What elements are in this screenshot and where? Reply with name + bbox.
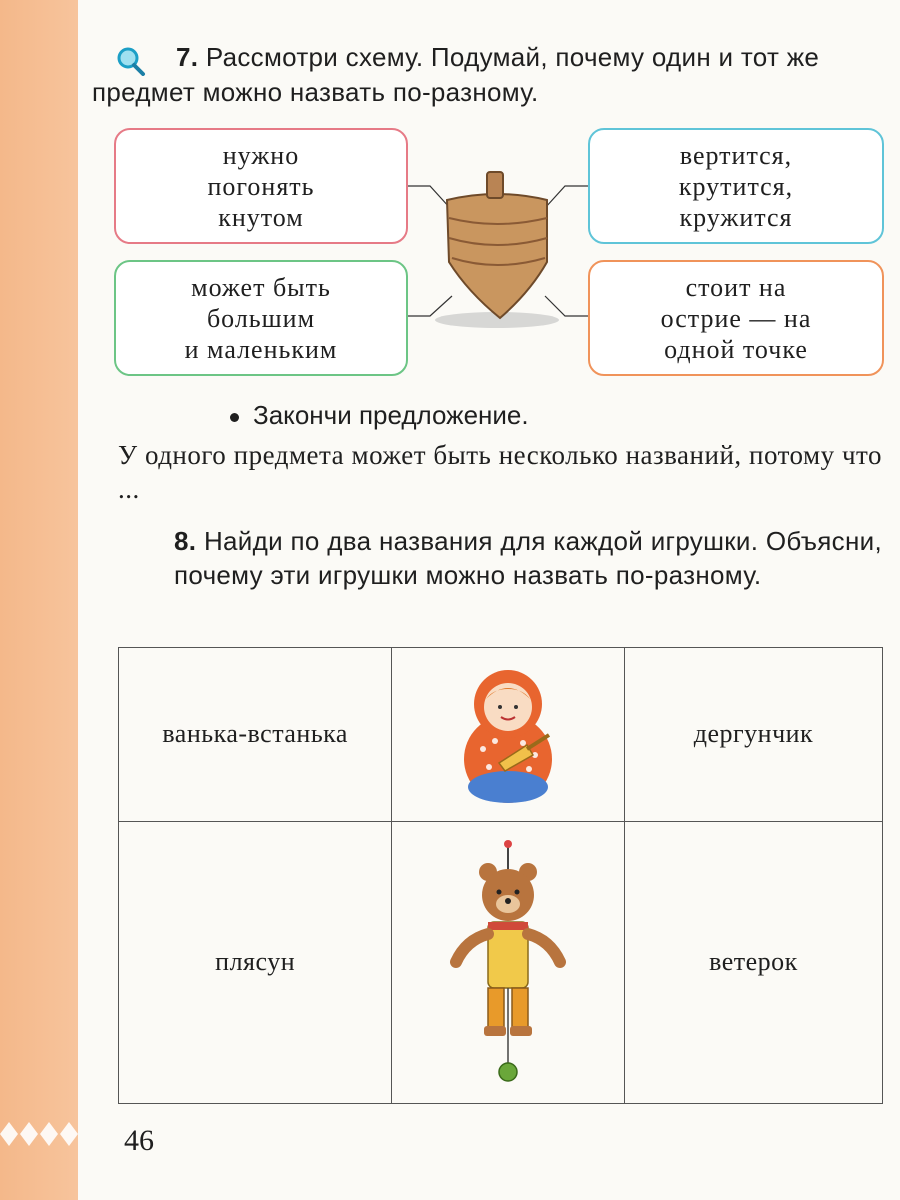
task-text: Найди по два названия для каждой игрушки. Объясни, почему эти игрушки можно назвать по-разному. bbox=[174, 526, 882, 590]
diamond-pattern-icon bbox=[0, 1116, 78, 1152]
spinning-top-icon bbox=[435, 172, 559, 328]
table-row bbox=[119, 821, 883, 1103]
task-8-heading bbox=[174, 524, 882, 592]
toy-name-cell: плясун bbox=[119, 821, 392, 1103]
task-number: 7. bbox=[176, 42, 199, 72]
toy-image-cell bbox=[392, 821, 625, 1103]
table-row bbox=[119, 648, 883, 822]
bullet-icon bbox=[230, 413, 239, 422]
scheme-box-size: может быть большим и маленьким bbox=[114, 260, 408, 376]
toy-image-cell bbox=[392, 648, 625, 822]
task-number: 8. bbox=[174, 526, 197, 556]
task-text: Рассмотри схему. Подумай, почему один и тот же предмет можно назвать по-разному. bbox=[92, 42, 820, 107]
scheme-box-spins: вертится, крутится, кружится bbox=[588, 128, 884, 244]
toy-name-cell: дергунчик bbox=[624, 648, 882, 822]
toys-table bbox=[118, 647, 883, 1104]
scheme-box-point: стоит на острие — на одной точке bbox=[588, 260, 884, 376]
jumping-jack-bear-icon bbox=[448, 840, 568, 1085]
toy-name-cell: ванька-встанька bbox=[119, 648, 392, 822]
roly-poly-doll-icon bbox=[453, 659, 563, 809]
toy-name-cell: ветерок bbox=[624, 821, 882, 1103]
page-number: 46 bbox=[124, 1124, 154, 1157]
scheme-box-whip: нужно погонять кнутом bbox=[114, 128, 408, 244]
bullet-instruction: Закончи предложение. bbox=[230, 398, 529, 432]
sentence-to-complete: У одного предмета может быть несколько названий, потому что ... bbox=[118, 440, 882, 504]
